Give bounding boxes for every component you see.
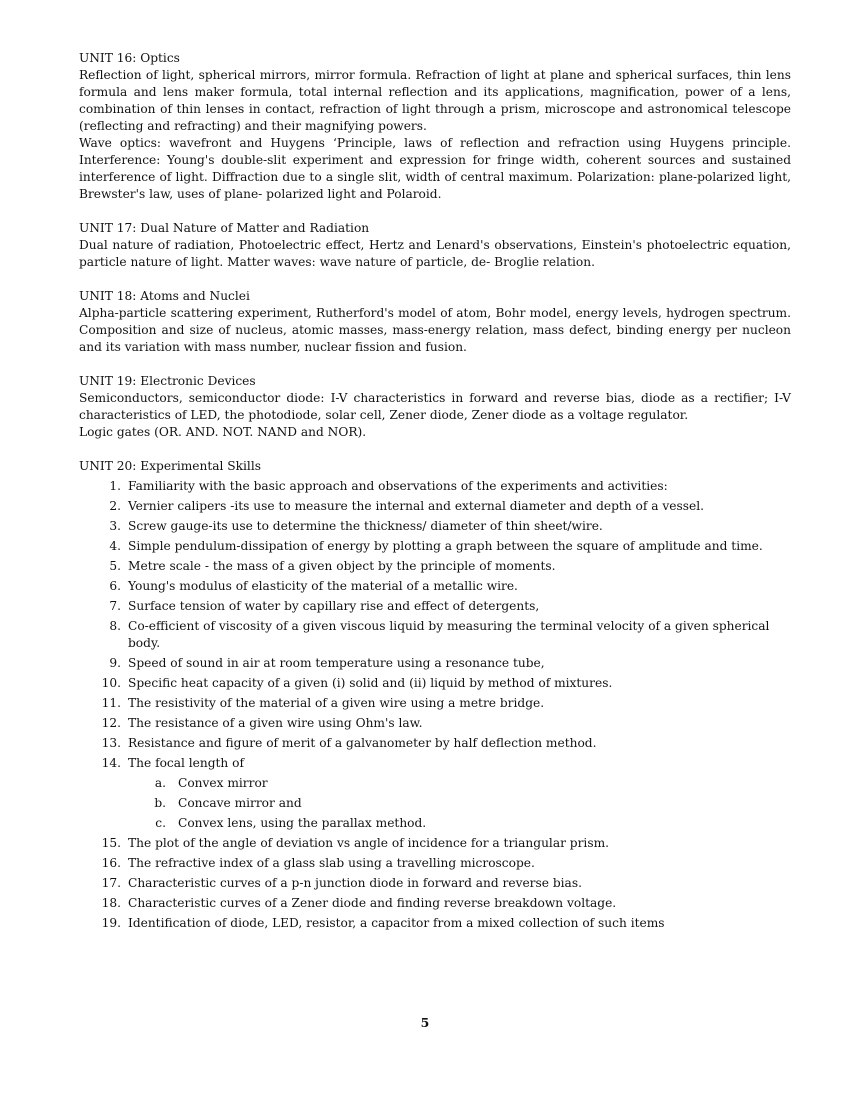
- experiment-number: 18.: [101, 896, 121, 910]
- page-content: [79, 50, 791, 949]
- unit-19-section: [79, 373, 791, 441]
- experiment-text: Characteristic curves of a Zener diode and finding reverse breakdown voltage.: [128, 896, 617, 910]
- experiment-number: 11.: [101, 696, 121, 710]
- experiment-list: [79, 478, 791, 932]
- experiment-item-7: [79, 598, 791, 615]
- experiment-item-8: [79, 618, 791, 652]
- experiment-number: 3.: [109, 519, 121, 533]
- unit-20-section: [79, 458, 791, 932]
- experiment-number: 2.: [109, 499, 121, 513]
- experiment-item-19: [79, 915, 791, 932]
- experiment-text: Surface tension of water by capillary rise and effect of detergents,: [128, 599, 540, 613]
- experiment-number: 4.: [109, 539, 121, 553]
- experiment-item-3: [79, 518, 791, 535]
- unit-16-section: [79, 50, 791, 203]
- experiment-text: Young's modulus of elasticity of the material of a metallic wire.: [128, 579, 518, 593]
- experiment-number: 13.: [101, 736, 121, 750]
- experiment-text: The resistance of a given wire using Ohm's law.: [128, 716, 423, 730]
- experiment-text: The resistivity of the material of a given wire using a metre bridge.: [128, 696, 545, 710]
- unit-18-title: UNIT 18: Atoms and Nuclei: [79, 289, 250, 303]
- unit-18-section: [79, 288, 791, 356]
- experiment-number: 19.: [101, 916, 121, 930]
- experiment-text: Characteristic curves of a p-n junction diode in forward and reverse bias.: [128, 876, 582, 890]
- experiment-item-5: [79, 558, 791, 575]
- sub-item-letter: c.: [155, 816, 166, 830]
- experiment-number: 1.: [109, 479, 121, 493]
- experiment-text: The plot of the angle of deviation vs angle of incidence for a triangular prism.: [128, 836, 610, 850]
- experiment-text: Speed of sound in air at room temperature using a resonance tube,: [128, 656, 545, 670]
- unit-19-paragraph-2: Logic gates (OR. AND. NOT. NAND and NOR).: [79, 425, 367, 439]
- experiment-item-10: [79, 675, 791, 692]
- unit-17-section: [79, 220, 791, 271]
- experiment-text: Vernier calipers -its use to measure the internal and external diameter and depth of a vessel.: [128, 499, 704, 513]
- focal-length-sublist: [128, 775, 791, 832]
- experiment-text: Co-efficient of viscosity of a given viscous liquid by measuring the terminal velocity of a given spherical body.: [128, 619, 770, 650]
- sub-item-c: [128, 815, 791, 832]
- experiment-number: 10.: [101, 676, 121, 690]
- experiment-item-17: [79, 875, 791, 892]
- experiment-number: 16.: [101, 856, 121, 870]
- unit-16-paragraph-2: Wave optics: wavefront and Huygens ‘Principle, laws of reflection and refraction using Huygens principle. Interference: Young's double-slit experiment and expression for fringe width, coherent sources and sustained interference of light. Diffraction due to a single slit, width of central maximum. Polarization: plane-polarized light, Brewster's law, uses of plane- polarized light and Polaroid.: [79, 136, 791, 201]
- experiment-text: Specific heat capacity of a given (i) solid and (ii) liquid by method of mixtures.: [128, 676, 613, 690]
- experiment-text: Metre scale - the mass of a given object by the principle of moments.: [128, 559, 556, 573]
- experiment-text: Identification of diode, LED, resistor, a capacitor from a mixed collection of such items: [128, 916, 665, 930]
- experiment-number: 12.: [101, 716, 121, 730]
- experiment-number: 8.: [109, 619, 121, 633]
- experiment-text: The refractive index of a glass slab using a travelling microscope.: [128, 856, 535, 870]
- experiment-number: 6.: [109, 579, 121, 593]
- experiment-item-2: [79, 498, 791, 515]
- unit-19-title: UNIT 19: Electronic Devices: [79, 374, 256, 388]
- sub-item-text: Convex mirror: [178, 776, 268, 790]
- sub-item-letter: b.: [154, 796, 166, 810]
- experiment-item-6: [79, 578, 791, 595]
- sub-item-text: Convex lens, using the parallax method.: [178, 816, 427, 830]
- unit-20-title: UNIT 20: Experimental Skills: [79, 459, 261, 473]
- unit-18-paragraph-1: Alpha-particle scattering experiment, Rutherford's model of atom, Bohr model, energy levels, hydrogen spectrum. Composition and size of nucleus, atomic masses, mass-energy relation, mass defect, binding energy per nucleon and its variation with mass number, nuclear fission and fusion.: [79, 306, 791, 354]
- sub-item-text: Concave mirror and: [178, 796, 302, 810]
- unit-19-paragraph-1: Semiconductors, semiconductor diode: I-V characteristics in forward and reverse bias, diode as a rectifier; I-V characteristics of LED, the photodiode, solar cell, Zener diode, Zener diode as a voltage regulator.: [79, 391, 791, 422]
- experiment-item-13: [79, 735, 791, 752]
- unit-17-paragraph-1: Dual nature of radiation, Photoelectric effect, Hertz and Lenard's observations, Einstein's photoelectric equation, particle nature of light. Matter waves: wave nature of particle, de- Broglie relation.: [79, 238, 791, 269]
- experiment-item-15: [79, 835, 791, 852]
- experiment-item-18: [79, 895, 791, 912]
- sub-item-b: [128, 795, 791, 812]
- experiment-text: The focal length of: [128, 756, 245, 770]
- experiment-number: 9.: [109, 656, 121, 670]
- experiment-item-12: [79, 715, 791, 732]
- experiment-number: 7.: [109, 599, 121, 613]
- experiment-item-11: [79, 695, 791, 712]
- experiment-number: 5.: [109, 559, 121, 573]
- page-number: 5: [420, 1015, 430, 1030]
- unit-16-paragraph-1: Reflection of light, spherical mirrors, mirror formula. Refraction of light at plane and spherical surfaces, thin lens formula and lens maker formula, total internal reflection and its applications, magnification, power of a lens, combination of thin lenses in contact, refraction of light through a prism, microscope and astronomical telescope (reflecting and refracting) and their magnifying powers.: [79, 68, 791, 133]
- experiment-text: Simple pendulum-dissipation of energy by plotting a graph between the square of amplitude and time.: [128, 539, 763, 553]
- experiment-number: 15.: [101, 836, 121, 850]
- experiment-number: 14.: [101, 756, 121, 770]
- unit-16-title: UNIT 16: Optics: [79, 51, 180, 65]
- sub-item-letter: a.: [154, 776, 166, 790]
- unit-17-title: UNIT 17: Dual Nature of Matter and Radiation: [79, 221, 370, 235]
- experiment-text: Resistance and figure of merit of a galvanometer by half deflection method.: [128, 736, 597, 750]
- experiment-item-16: [79, 855, 791, 872]
- sub-item-a: [128, 775, 791, 792]
- experiment-item-14: [79, 755, 791, 832]
- experiment-number: 17.: [101, 876, 121, 890]
- experiment-item-9: [79, 655, 791, 672]
- experiment-item-4: [79, 538, 791, 555]
- experiment-text: Screw gauge-its use to determine the thickness/ diameter of thin sheet/wire.: [128, 519, 603, 533]
- experiment-text: Familiarity with the basic approach and observations of the experiments and activities:: [128, 479, 668, 493]
- experiment-item-1: [79, 478, 791, 495]
